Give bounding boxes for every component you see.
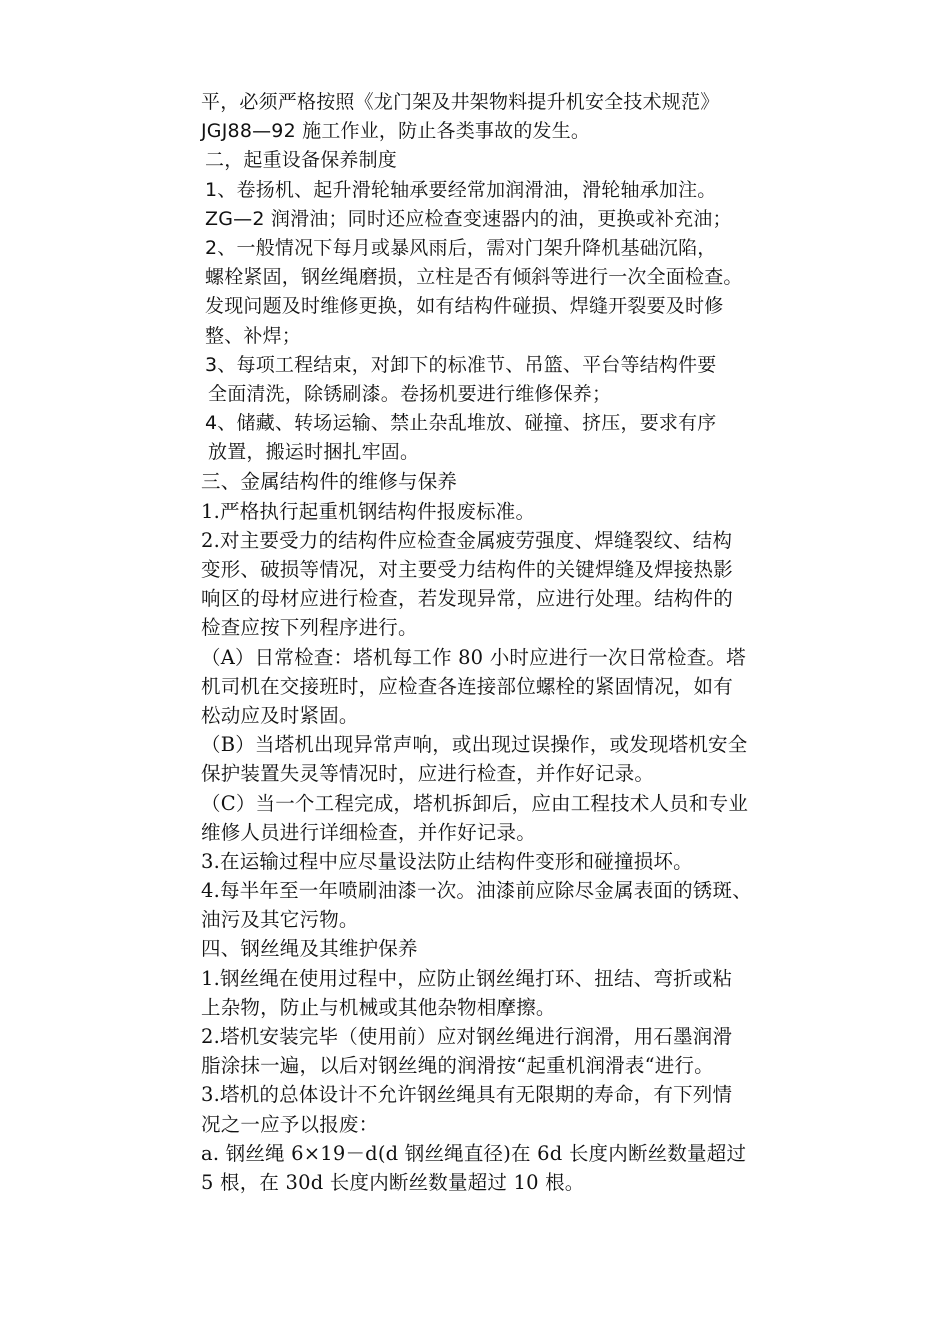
text-line: 1.严格执行起重机钢结构件报废标准。: [201, 499, 536, 523]
text-line: 检查应按下列程序进行。: [201, 616, 418, 640]
text-line: （A）日常检查：塔机每工作 80 小时应进行一次日常检查。塔: [201, 645, 746, 669]
text-line: （C）当一个工程完成，塔机拆卸后，应由工程技术人员和专业: [201, 791, 749, 815]
text-line: 三、金属结构件的维修与保养: [201, 470, 458, 494]
text-line: 整、补焊；: [205, 324, 302, 347]
document-body: [201, 88, 821, 1197]
text-line: 保护装置失灵等情况时，应进行检查，并作好记录。: [201, 762, 655, 786]
text-line: 响区的母材应进行检查，若发现异常，应进行处理。结构件的: [201, 587, 733, 611]
text-line: 4.每半年至一年喷刷油漆一次。油漆前应除尽金属表面的锈斑、: [201, 879, 752, 903]
text-line: 3.在运输过程中应尽量设法防止结构件变形和碰撞损坏。: [201, 849, 693, 873]
text-line: 况之一应予以报废：: [201, 1112, 379, 1136]
text-line: 机司机在交接班时，应检查各连接部位螺栓的紧固情况，如有: [201, 674, 733, 698]
text-line: 螺栓紧固，钢丝绳磨损，立柱是否有倾斜等进行一次全面检查。: [205, 266, 743, 289]
text-line: 发现问题及时维修更换，如有结构件碰损、焊缝开裂要及时修: [205, 295, 724, 318]
text-line: 放置，搬运时捆扎牢固。: [208, 441, 420, 464]
text-line: 二，起重设备保养制度: [205, 149, 398, 172]
text-line: 油污及其它污物。: [201, 908, 359, 932]
text-line: JGJ88—92 施工作业，防止各类事故的发生。: [201, 120, 591, 143]
text-line: 2.塔机安装完毕（使用前）应对钢丝绳进行润滑，用石墨润滑: [201, 1025, 733, 1048]
text-line: 变形、破损等情况，对主要受力结构件的关键焊缝及焊接热影: [201, 558, 733, 581]
text-line: 四、钢丝绳及其维护保养: [201, 937, 418, 961]
text-line: 3、每项工程结束，对卸下的标准节、吊篮、平台等结构件要: [205, 353, 717, 376]
text-line: 5 根，在 30d 长度内断丝数量超过 10 根。: [201, 1170, 585, 1194]
text-line: ZG—2 润滑油；同时还应检查变速器内的油，更换或补充油；: [205, 207, 732, 230]
text-line: 1.钢丝绳在使用过程中，应防止钢丝绳打环、扭结、弯折或粘: [201, 966, 733, 990]
text-line: a. 钢丝绳 6×19－d(d 钢丝绳直径)在 6d 长度内断丝数量超过: [201, 1141, 747, 1165]
text-line: 维修人员进行详细检查，并作好记录。: [201, 820, 536, 844]
text-line: 2.对主要受力的结构件应检查金属疲劳强度、焊缝裂纹、结构: [201, 528, 733, 552]
text-line: 4、储藏、转场运输、禁止杂乱堆放、碰撞、挤压，要求有序: [205, 412, 717, 435]
text-line: 松动应及时紧固。: [201, 703, 359, 727]
text-line: 平，必须严格按照《龙门架及井架物料提升机安全技术规范》: [201, 91, 720, 113]
text-line: 1、卷扬机、起升滑轮轴承要经常加润滑油，滑轮轴承加注。: [205, 178, 717, 201]
text-line: （B）当塔机出现异常声响，或出现过误操作，或发现塔机安全: [201, 733, 748, 757]
text-line: 脂涂抹一遍，以后对钢丝绳的润滑按“起重机润滑表“进行。: [201, 1054, 714, 1078]
text-line: 上杂物，防止与机械或其他杂物相摩擦。: [201, 995, 556, 1019]
text-line: 3.塔机的总体设计不允许钢丝绳具有无限期的寿命，有下列情: [201, 1083, 733, 1107]
text-line: 全面清洗，除锈刷漆。卷扬机要进行维修保养；: [208, 382, 612, 405]
text-line: 2、一般情况下每月或暴风雨后，需对门架升降机基础沉陷，: [205, 236, 717, 259]
